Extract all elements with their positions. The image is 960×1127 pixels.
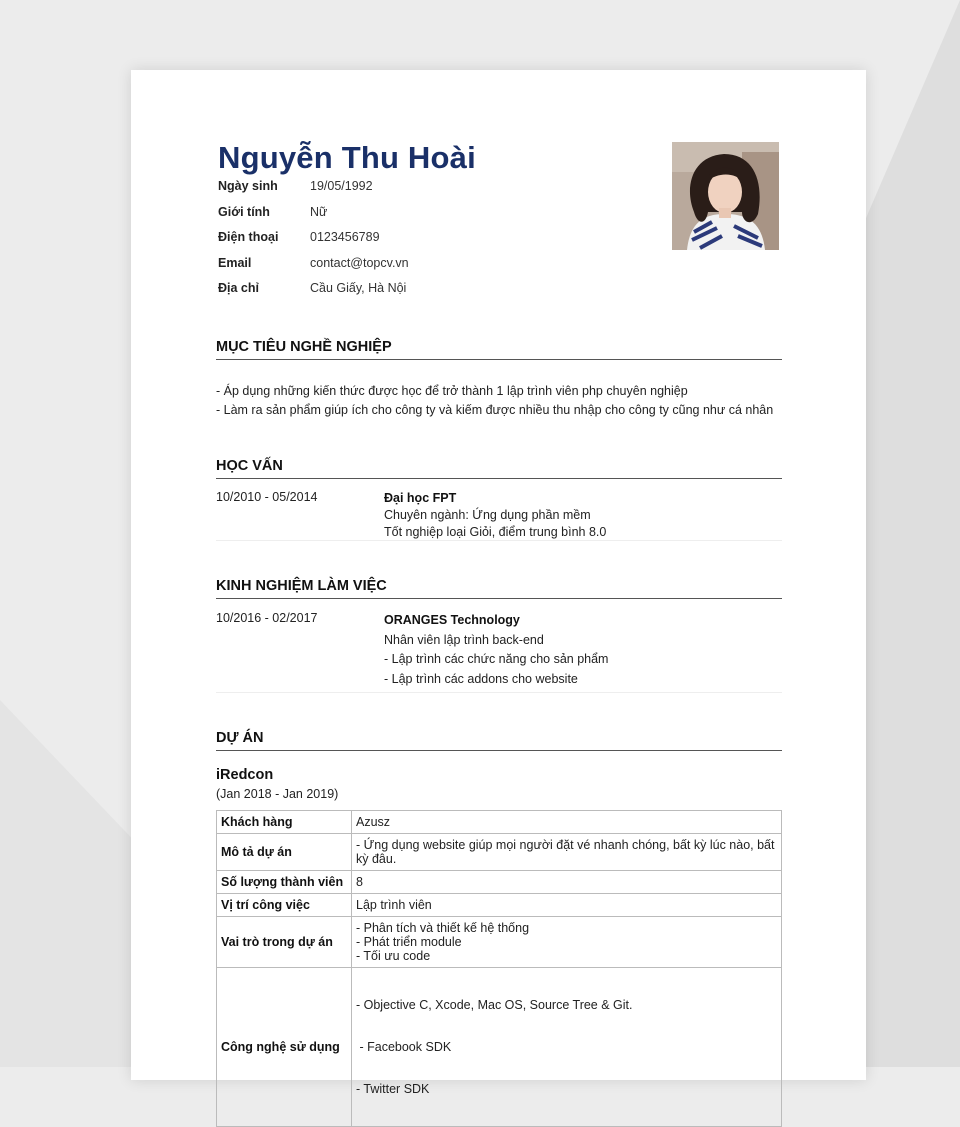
row-label: Vị trí công việc [217,894,352,917]
info-row-email [218,254,409,280]
experience-entry [216,611,782,693]
section-title-experience: KINH NGHIỆM LÀM VIỆC [216,577,782,599]
row-value [352,811,782,834]
table-row [217,968,782,1127]
education-entry [216,490,782,541]
info-label: Địa chỉ [218,281,259,295]
info-value: Cầu Giấy, Hà Nội [310,281,407,295]
experience-date: 10/2016 - 02/2017 [216,611,318,625]
company-name: ORANGES Technology [384,613,520,627]
objective-line: - Áp dụng những kiến thức được học để trở thành 1 lập trình viên php chuyên nghiệp [216,384,688,398]
row-value [352,917,782,968]
info-row-gender [218,203,409,229]
table-row [217,834,782,871]
row-value [352,871,782,894]
info-label: Giới tính [218,204,270,219]
experience-line: Nhân viên lập trình back-end [384,632,544,647]
row-label: Công nghệ sử dụng [217,968,352,1127]
info-row-birthdate [218,177,409,203]
table-row [217,871,782,894]
row-value-line: 8 [356,875,363,889]
info-value: Nữ [310,204,328,219]
row-value [352,834,782,871]
row-label: Vai trò trong dự án [217,917,352,968]
school-name: Đại học FPT [384,491,457,505]
table-row [217,917,782,968]
row-value-line: Azusz [356,815,391,829]
table-row [217,894,782,917]
info-label: Điện thoại [218,230,279,244]
row-value-line: - Objective C, Xcode, Mac OS, Source Tree & Git. [356,998,633,1012]
table-row [217,811,782,834]
experience-line: - Lập trình các addons cho website [384,671,578,686]
row-value-line: - Facebook SDK [356,1040,452,1054]
experience-details [384,611,608,689]
row-value-line: Lập trình viên [356,898,432,912]
row-label: Mô tả dự án [217,834,352,871]
profile-photo [672,142,779,250]
education-line: Tốt nghiệp loại Giỏi, điểm trung bình 8.0 [384,525,607,539]
project-date: (Jan 2018 - Jan 2019) [216,787,339,801]
education-line: Chuyên ngành: Ứng dụng phần mềm [384,508,591,522]
project-name: iRedcon [216,767,274,783]
info-row-phone [218,228,409,254]
row-value-line: - Tối ưu code [356,949,431,963]
section-title-objective: MỤC TIÊU NGHỀ NGHIỆP [216,338,782,360]
row-label: Khách hàng [217,811,352,834]
info-value: 0123456789 [310,230,380,244]
row-value-line: - Ứng dụng website giúp mọi người đặt vé nhanh chóng, bất kỳ lúc nào, bất kỳ đâu. [356,838,775,866]
info-label: Ngày sinh [218,179,278,193]
row-value-line: - Phát triển module [356,935,462,949]
education-details [384,490,606,541]
personal-info [218,177,409,305]
section-title-education: HỌC VẤN [216,457,782,479]
objective-line: - Làm ra sản phẩm giúp ích cho công ty và kiếm được nhiều thu nhập cho công ty cũng như cá nhân [216,403,774,417]
info-label: Email [218,255,252,270]
project-table [216,810,782,1127]
section-title-projects: DỰ ÁN [216,729,782,751]
row-label: Số lượng thành viên [217,871,352,894]
info-row-address [218,279,409,305]
row-value [352,894,782,917]
row-value-line: - Phân tích và thiết kế hệ thống [356,921,530,935]
candidate-name: Nguyễn Thu Hoài [218,140,476,175]
row-value-line: - Twitter SDK [356,1082,430,1096]
objective-text [216,382,786,420]
cv-page [131,70,866,1096]
experience-line: - Lập trình các chức năng cho sản phẩm [384,652,609,666]
info-value: contact@topcv.vn [310,255,409,270]
info-value: 19/05/1992 [310,179,373,193]
education-date: 10/2010 - 05/2014 [216,490,318,504]
row-value [352,968,782,1127]
